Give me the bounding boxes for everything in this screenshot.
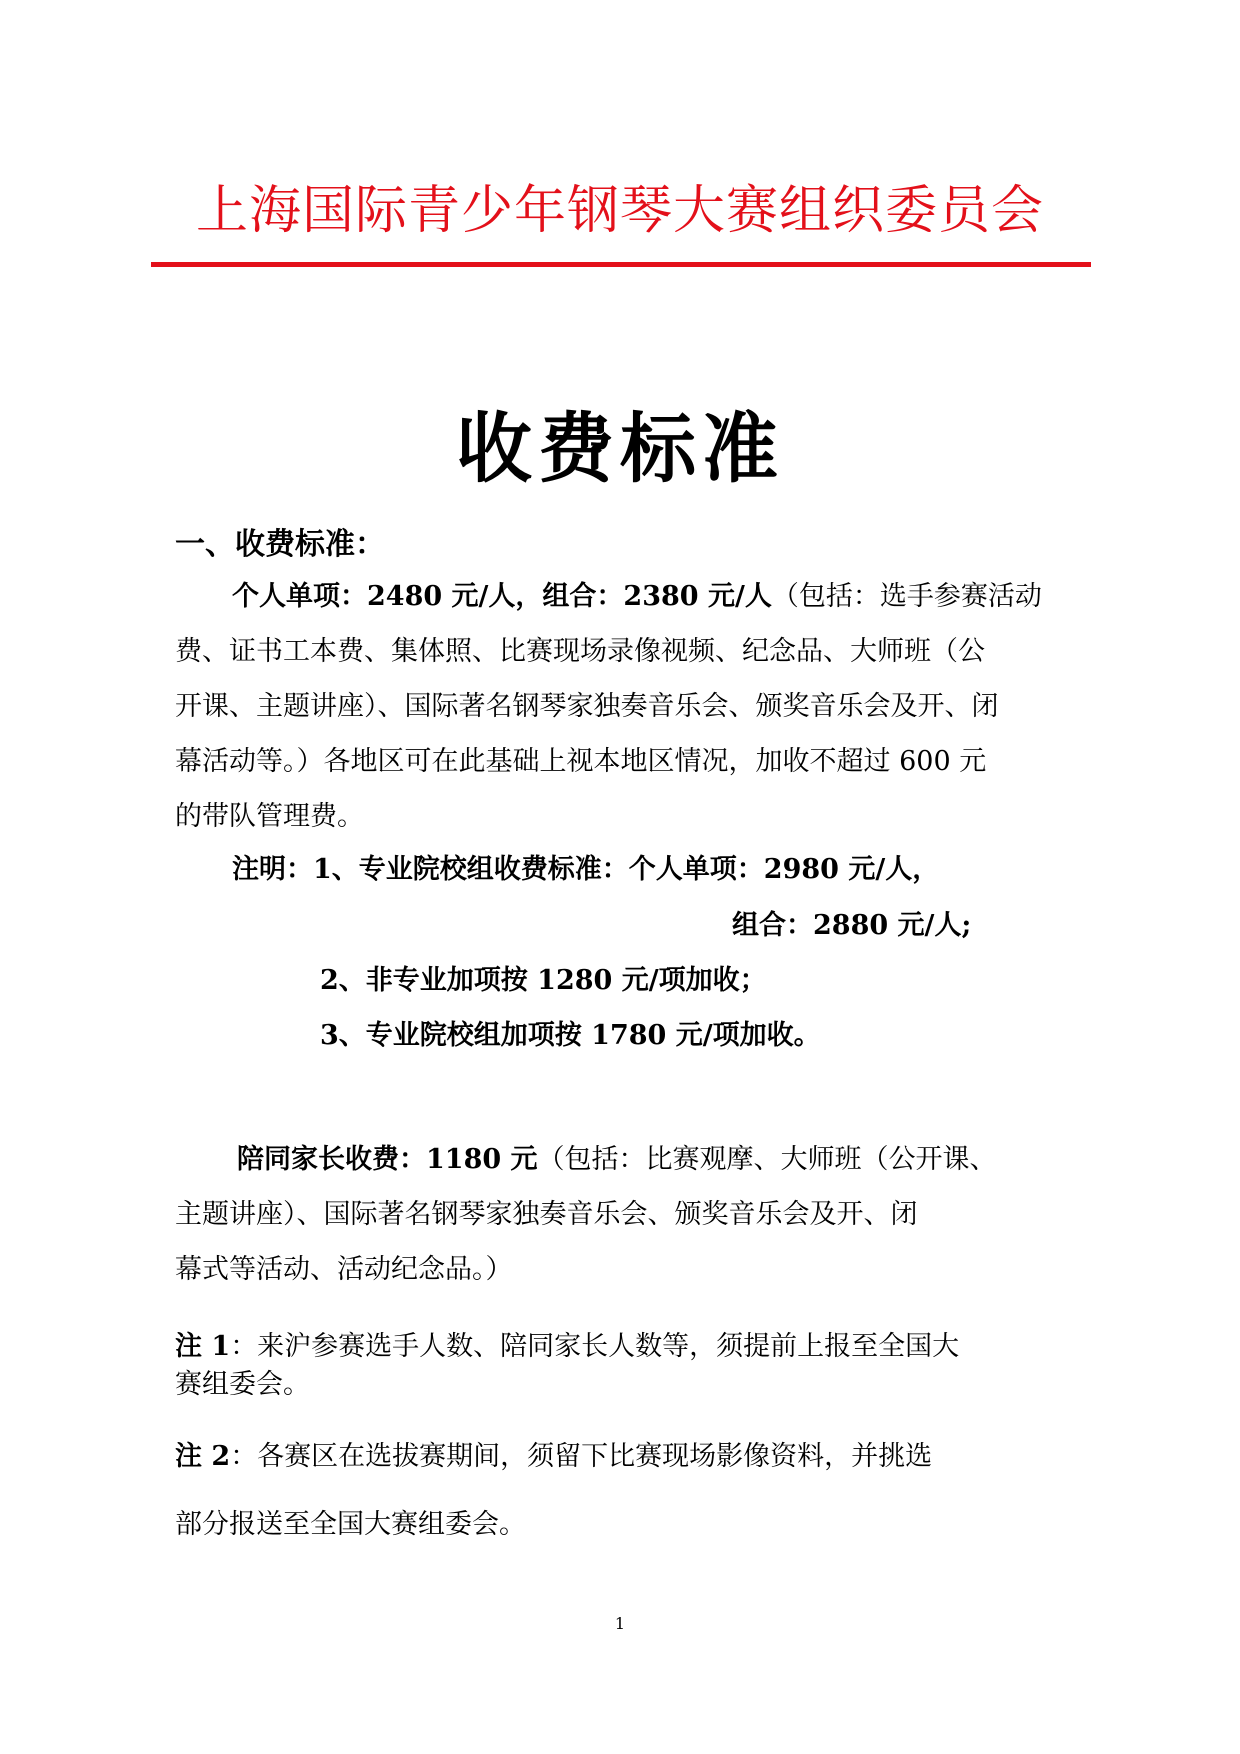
footnote-1-line-1 [175, 1330, 1095, 1368]
note-professional-extra: 3、专业院校组加项按 1780 元/项加收。 [320, 1020, 821, 1051]
footnote-1-label: 注 1 [175, 1331, 231, 1362]
document-title: 收费标准 [456, 404, 784, 493]
fee-line-4: 幕活动等。）各地区可在此基础上视本地区情况，加收不超过 600 元 [175, 746, 987, 777]
fee-line-5: 的带队管理费。 [175, 801, 364, 832]
note-nonprofessional-extra: 2、非专业加项按 1280 元/项加收； [320, 965, 767, 996]
footnote-2-line-1 [175, 1440, 1095, 1474]
note-professional-individual: 注明：1、专业院校组收费标准：个人单项：2980 元/人， [232, 854, 940, 885]
footnote-2-line-2: 部分报送至全国大赛组委会。 [175, 1509, 526, 1540]
organization-header: 上海国际青少年钢琴大赛组织委员会 [195, 181, 1044, 241]
fee-line-3: 开课、主题讲座）、国际著名钢琴家独奏音乐会、颁奖音乐会及开、闭 [175, 691, 999, 722]
fee-line-1 [175, 580, 1075, 635]
note-professional-group: 组合：2880 元/人; [732, 910, 972, 941]
parent-fee-line-2: 主题讲座）、国际著名钢琴家独奏音乐会、颁奖音乐会及开、闭 [175, 1199, 918, 1230]
fee-detail: （包括：选手参赛活动 [771, 581, 1042, 612]
footnote-2-label: 注 2 [175, 1441, 231, 1472]
footnote-2 [175, 1440, 1095, 1542]
parent-fee-line-1 [175, 1143, 1095, 1198]
parent-fee-label: 陪同家长收费：1180 元 [237, 1144, 538, 1175]
parent-fee-detail: （包括：比赛观摩、大师班（公开课、 [537, 1144, 997, 1175]
section-heading: 一、收费标准： [175, 527, 385, 562]
parent-fee-line-3: 幕式等活动、活动纪念品。） [175, 1254, 513, 1285]
fee-paragraph [175, 580, 1075, 855]
page-number: 1 [614, 1614, 626, 1633]
fee-line-2: 费、证书工本费、集体照、比赛现场录像视频、纪念品、大师班（公 [175, 636, 985, 667]
header-divider [151, 262, 1091, 267]
footnote-1-text: ：来沪参赛选手人数、陪同家长人数等，须提前上报至全国大 [230, 1331, 960, 1362]
footnote-1-line-2: 赛组委会。 [175, 1369, 310, 1400]
footnote-2-text: ：各赛区在选拔赛期间，须留下比赛现场影像资料，并挑选 [230, 1441, 933, 1472]
fee-label: 个人单项：2480 元/人，组合：2380 元/人 [232, 581, 772, 612]
footnote-1 [175, 1330, 1095, 1406]
parent-fee-paragraph [175, 1143, 1095, 1308]
